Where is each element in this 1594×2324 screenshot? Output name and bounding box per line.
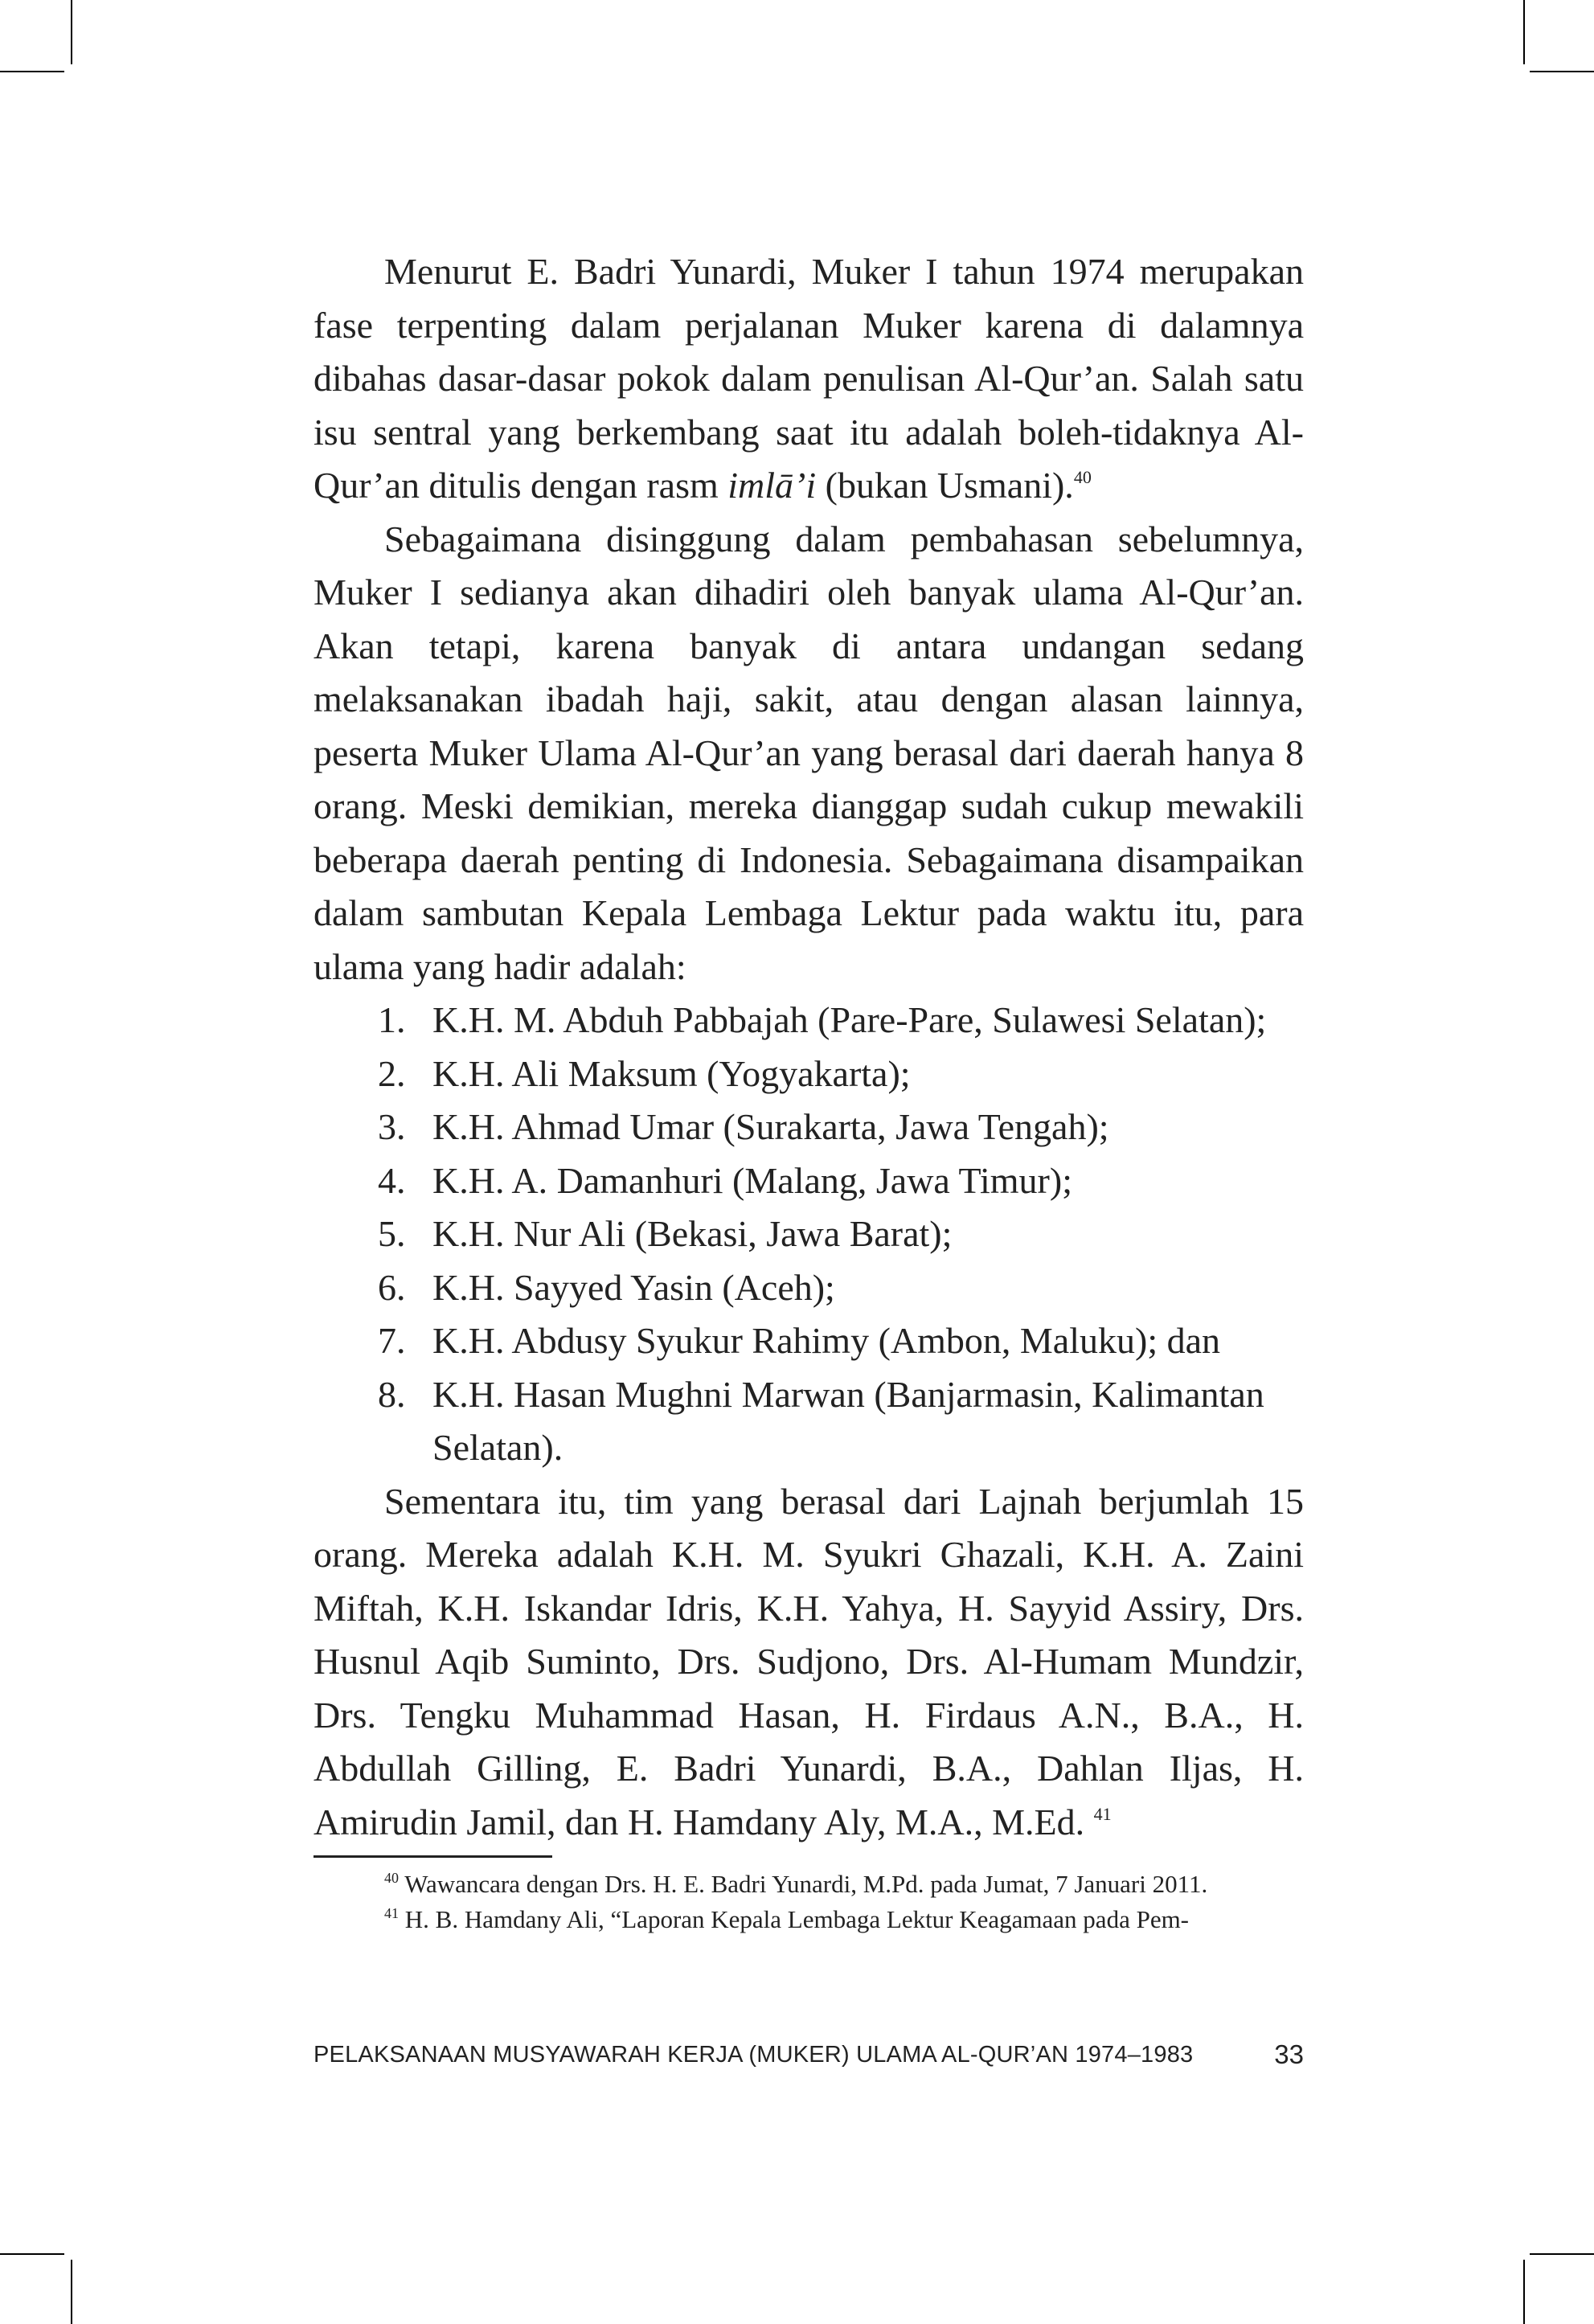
paragraph-lajnah-team [313, 1475, 1304, 1850]
crop-mark-bottom-right [1523, 2260, 1525, 2324]
list-item-text: K.H. Ali Maksum (Yogyakarta); [432, 1052, 911, 1094]
footnote-separator [313, 1855, 552, 1858]
footnote-text: Wawancara dengan Drs. H. E. Badri Yunardi, M.Pd. pada Jumat, 7 Januari 2011. [404, 1870, 1208, 1898]
crop-mark-bottom-left [71, 2260, 72, 2324]
list-item [313, 994, 1304, 1047]
crop-mark-bottom-left [0, 2253, 64, 2255]
list-number: 7. [378, 1320, 406, 1361]
ulama-list [313, 994, 1304, 1475]
italic-term: imlā’i [727, 465, 817, 506]
list-number: 4. [378, 1159, 406, 1201]
list-item [313, 1047, 1304, 1101]
footnote-text: H. B. Hamdany Ali, “Laporan Kepala Lembaga Lektur Keagamaan pada Pem- [404, 1905, 1190, 1933]
list-item [313, 1368, 1304, 1475]
list-item-text: K.H. Abdusy Syukur Rahimy (Ambon, Maluku); dan [432, 1320, 1221, 1361]
paragraph-text: Sementara itu, tim yang berasal dari Lajnah berjumlah 15 orang. Mereka adalah K.H. M. Syukri Ghazali, K.H. A. Zaini Miftah, K.H. Iskandar Idris, K.H. Yahya, H. Sayyid Assiry, Drs. Husnul Aqib Suminto, Drs. Sudjono, Drs. Al-Humam Mundzir, Drs. Tengku Muhammad Hasan, H. Firdaus A.N., B.A., H. Abdullah Gilling, E. Badri Yunardi, B.A., Dahlan Iljas, H. Amirudin Jamil, dan H. Hamdany Aly, M.A., M.Ed. [313, 1480, 1304, 1842]
paragraph-text: (bukan Usmani). [816, 465, 1074, 506]
crop-mark-top-right [1530, 71, 1594, 72]
list-item [313, 1101, 1304, 1154]
list-item-text: K.H. A. Damanhuri (Malang, Jawa Timur); [432, 1159, 1072, 1201]
list-item [313, 1261, 1304, 1315]
list-item-text: K.H. Nur Ali (Bekasi, Jawa Barat); [432, 1213, 953, 1254]
crop-mark-top-left [0, 71, 64, 72]
footnote-40 [313, 1867, 1304, 1902]
list-item [313, 1154, 1304, 1208]
list-number: 1. [378, 999, 406, 1040]
list-number: 3. [378, 1106, 406, 1147]
footnote-number: 41 [384, 1905, 399, 1921]
page-number: 33 [1274, 2039, 1304, 2069]
paragraph-ulama-invitation: Sebagaimana disinggung dalam pembahasan sebelumnya, Muker I sedianya akan dihadiri oleh banyak ulama Al-Qur’an. Akan tetapi, karena banyak di antara undangan sedang melaksanakan ibadah haji, sakit, atau dengan alasan lainnya, peserta Muker Ulama Al-Qur’an yang berasal dari daerah hanya 8 orang. Meski demikian, mereka dianggap sudah cukup mewakili beberapa daerah penting di Indonesia. Sebagaimana disampaikan dalam sambutan Kepala Lembaga Lektur pada waktu itu, para ulama yang hadir adalah: [313, 518, 1304, 987]
footnote-ref-41[interactable]: 41 [1093, 1803, 1112, 1824]
body-text [313, 245, 1304, 1849]
list-item-text: K.H. M. Abduh Pabbajah (Pare-Pare, Sulawesi Selatan); [432, 999, 1267, 1040]
paragraph-muker-1974 [313, 245, 1304, 513]
list-number: 8. [378, 1373, 406, 1415]
list-item-text: K.H. Hasan Mughni Marwan (Banjarmasin, Kalimantan Selatan). [432, 1373, 1264, 1468]
running-title: PELAKSANAAN MUSYAWARAH KERJA (MUKER) ULAMA AL-QUR’AN 1974–1983 [313, 2042, 1194, 2068]
paragraph-text: Menurut E. Badri Yunardi, Muker I tahun 1974 merupakan fase terpenting dalam perjalanan Muker karena di dalamnya dibahas dasar-dasar pokok dalam penulisan Al-Qur’an. Salah satu isu sentral yang berkembang saat itu adalah boleh-tidaknya Al-Qur’an ditulis dengan rasm [313, 251, 1304, 506]
footnote-number: 40 [384, 1870, 399, 1886]
footnote-41 [313, 1902, 1304, 1937]
list-number: 6. [378, 1266, 406, 1308]
crop-mark-top-right [1523, 0, 1525, 64]
list-number: 5. [378, 1213, 406, 1254]
list-item-text: K.H. Sayyed Yasin (Aceh); [432, 1266, 835, 1308]
list-item [313, 1314, 1304, 1368]
footnote-ref-40[interactable]: 40 [1073, 467, 1092, 487]
crop-mark-top-left [71, 0, 72, 64]
crop-mark-bottom-right [1530, 2253, 1594, 2255]
running-footer [313, 2039, 1304, 2077]
list-item [313, 1207, 1304, 1261]
list-item-text: K.H. Ahmad Umar (Surakarta, Jawa Tengah); [432, 1106, 1109, 1147]
list-number: 2. [378, 1052, 406, 1094]
footnotes [313, 1867, 1304, 1937]
